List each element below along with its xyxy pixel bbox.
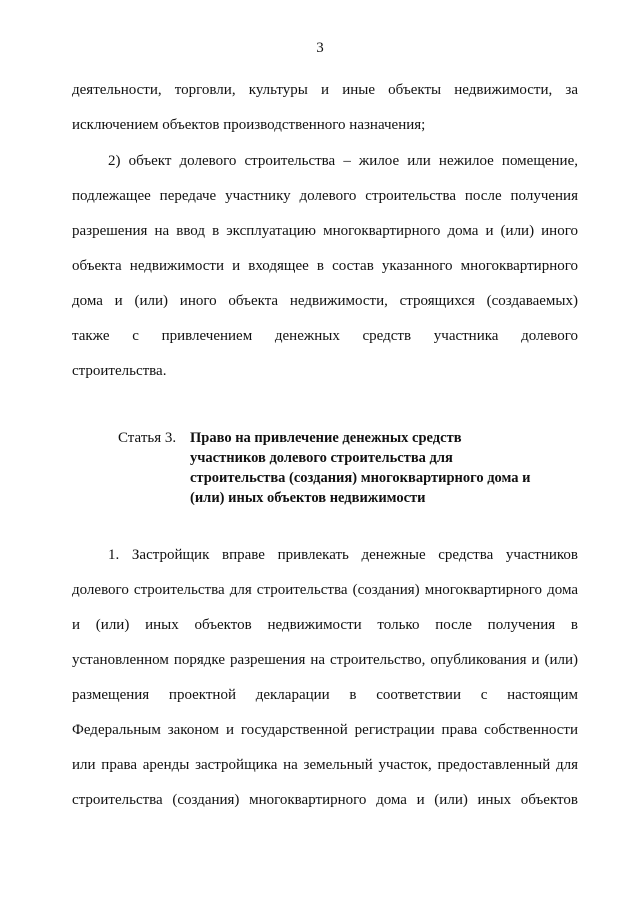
paragraph-line: подлежащее передаче участнику долевого строительства после получения (72, 188, 578, 204)
article-title-line: (или) иных объектов недвижимости (190, 490, 426, 506)
paragraph-line: исключением объектов производственного назначения; (72, 117, 426, 133)
article-title-line: участников долевого строительства для (190, 450, 453, 466)
paragraph-line: строительства (создания) многоквартирного дома и (или) иных объектов (72, 792, 578, 808)
paragraph-line: размещения проектной декларации в соответствии с настоящим (72, 687, 578, 703)
paragraph-line: дома и (или) иного объекта недвижимости, строящихся (создаваемых) (72, 293, 578, 309)
paragraph-line: 1. Застройщик вправе привлекать денежные средства участников (108, 547, 578, 563)
paragraph-line: деятельности, торговли, культуры и иные объекты недвижимости, за (72, 82, 578, 98)
article-label: Статья 3. (118, 430, 177, 446)
article-title-line: Право на привлечение денежных средств (190, 430, 462, 446)
paragraph-line: и (или) иных объектов недвижимости только после получения в (72, 617, 578, 633)
paragraph-line: долевого строительства для строительства (создания) многоквартирного дома (72, 582, 578, 598)
paragraph-line: 2) объект долевого строительства – жилое или нежилое помещение, (108, 153, 578, 169)
paragraph-line: разрешения на ввод в эксплуатацию многоквартирного дома и (или) иного (72, 223, 578, 239)
article-title (190, 428, 531, 508)
page-number: 3 (316, 40, 324, 56)
paragraph-line: также с привлечением денежных средств участника долевого (72, 328, 578, 344)
paragraph-line: строительства. (72, 363, 167, 379)
paragraph-line: объекта недвижимости и входящее в состав указанного многоквартирного (72, 258, 578, 274)
paragraph-line: или права аренды застройщика на земельный участок, предоставленный для (72, 757, 578, 773)
paragraph-line: установленном порядке разрешения на строительство, опубликования и (или) (72, 652, 578, 668)
paragraph-line: Федеральным законом и государственной регистрации права собственности (72, 722, 578, 738)
article-title-line: строительства (создания) многоквартирного дома и (190, 470, 531, 486)
